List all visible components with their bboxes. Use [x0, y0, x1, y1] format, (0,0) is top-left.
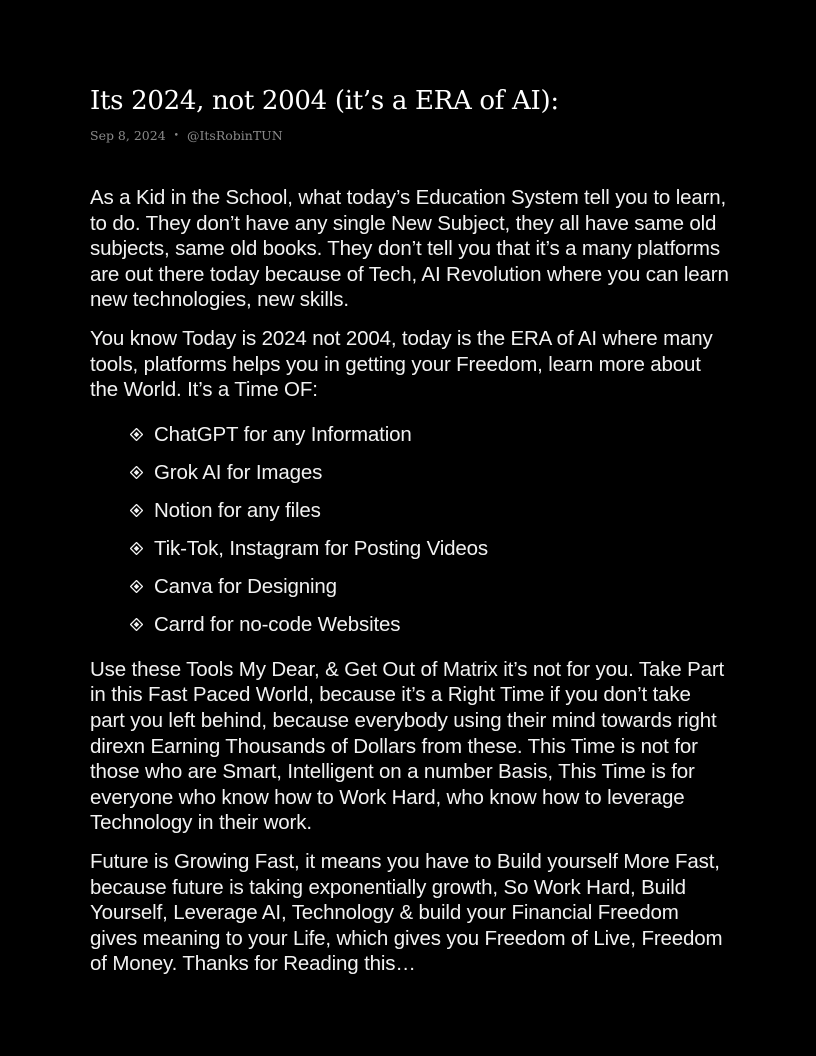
list-item: [130, 606, 730, 644]
list-item-text: Tik-Tok, Instagram for Posting Videos: [154, 536, 488, 560]
list-item: [130, 416, 730, 454]
author-handle: @ItsRobinTUN: [186, 128, 283, 143]
list-item-text: Grok AI for Images: [154, 460, 323, 484]
tools-list: [90, 416, 730, 644]
paragraph-intro: As a Kid in the School, what today’s Education System tell you to learn, to do. They don’t have any single New Subject, they all have same old subjects, same old books. They don’t tell you that it’s a many platforms are out there today because of Tech, AI Revolution where you can learn new technologies, new skills.: [90, 186, 729, 312]
list-item-text: ChatGPT for any Information: [154, 422, 412, 446]
list-item-text: Carrd for no-code Websites: [154, 612, 401, 636]
diamond-bullet-icon: [130, 618, 143, 631]
paragraph-tools-advice: Use these Tools My Dear, & Get Out of Matrix it’s not for you. Take Part in this Fast Paced World, because it’s a Right Time if you don’t take part you left behind, because everybody using their mind towards right direxn Earning Thousands of Dollars from these. This Time is not for those who are Smart, Intelligent on a number Basis, This Time is for everyone who know how to Work Hard, who know how to leverage Technology in their work.: [90, 657, 725, 835]
list-item-text: Canva for Designing: [154, 574, 337, 598]
article-meta: [90, 128, 730, 144]
list-item: [130, 492, 730, 530]
diamond-bullet-icon: [130, 428, 143, 441]
diamond-bullet-icon: [130, 580, 143, 593]
article-body: [90, 185, 730, 977]
list-item-text: Notion for any files: [154, 498, 321, 522]
publish-date: Sep 8, 2024: [90, 128, 166, 143]
paragraph-era: You know Today is 2024 not 2004, today is the ERA of AI where many tools, platforms helps you in getting your Freedom, learn more about the World. It’s a Time OF:: [90, 326, 713, 402]
diamond-bullet-icon: [130, 466, 143, 479]
page-title: Its 2024, not 2004 (it’s a ERA of AI):: [90, 86, 559, 116]
paragraph-future: Future is Growing Fast, it means you have to Build yourself More Fast, because future is taking exponentially growth, So Work Hard, Build Yourself, Leverage AI, Technology & build your Financial Freedom gives meaning to your Life, which gives you Freedom of Live, Freedom of Money. Thanks for Reading this…: [90, 849, 723, 976]
meta-separator: •: [173, 131, 179, 141]
list-item: [130, 568, 730, 606]
diamond-bullet-icon: [130, 504, 143, 517]
article: [90, 84, 730, 990]
diamond-bullet-icon: [130, 542, 143, 555]
list-item: [130, 454, 730, 492]
list-item: [130, 530, 730, 568]
